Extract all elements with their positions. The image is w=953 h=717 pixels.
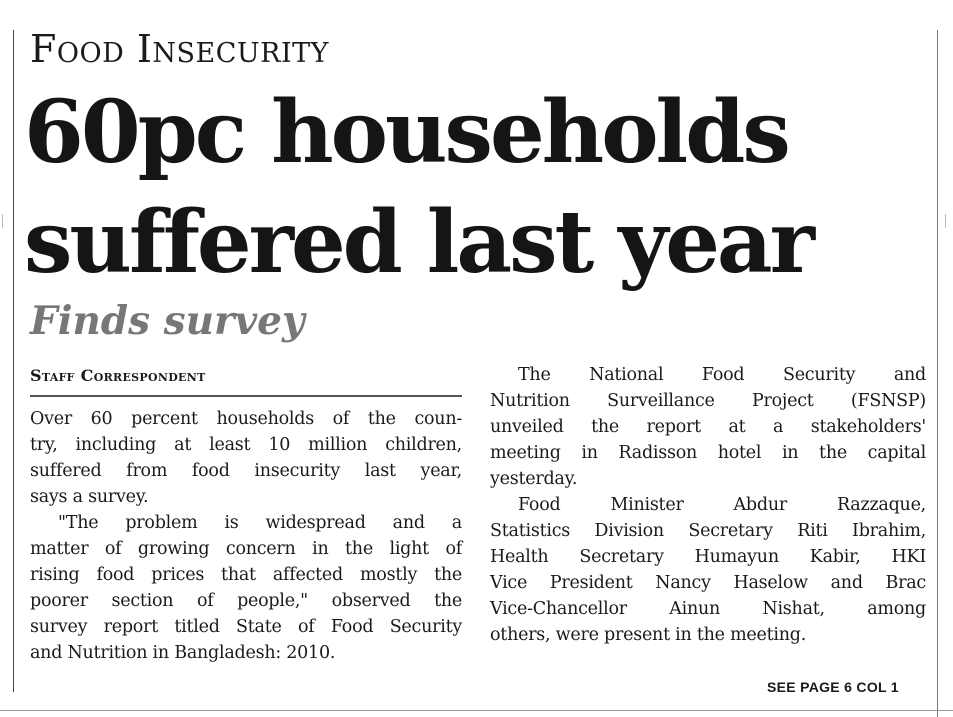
margin-mark <box>2 214 3 228</box>
body-line: The National Food Security and <box>518 365 926 385</box>
continued-jump-line: SEE PAGE 6 COL 1 <box>767 679 899 695</box>
byline: Staff Correspondent <box>30 366 206 385</box>
body-line: says a survey. <box>30 487 149 507</box>
byline-rule <box>30 395 462 397</box>
section-kicker: Food Insecurity <box>30 27 329 71</box>
body-line: "The problem is widespread and a <box>58 513 462 533</box>
body-line: Statistics Division Secretary Riti Ibrahim, <box>490 521 926 541</box>
body-line: unveiled the report at a stakeholders' <box>490 417 926 437</box>
body-line: try, including at least 10 million children, <box>30 435 462 455</box>
body-line: and Nutrition in Bangladesh: 2010. <box>30 643 336 663</box>
headline-line-1: 60pc households <box>24 82 788 183</box>
body-line: Vice-Chancellor Ainun Nishat, among <box>490 599 926 619</box>
body-line: Over 60 percent households of the coun- <box>30 409 462 429</box>
body-line: rising food prices that affected mostly the <box>30 565 462 585</box>
left-column-rule <box>13 30 14 692</box>
headline <box>24 78 924 298</box>
body-line: meeting in Radisson hotel in the capital <box>490 443 926 463</box>
body-line: Nutrition Surveillance Project (FSNSP) <box>490 391 926 411</box>
body-line: Food Minister Abdur Razzaque, <box>518 495 926 515</box>
body-line: matter of growing concern in the light of <box>30 539 462 559</box>
body-line: yesterday. <box>490 469 578 489</box>
body-line: Vice President Nancy Haselow and Brac <box>490 573 926 593</box>
headline-line-2: suffered last year <box>24 192 812 293</box>
body-line: others, were present in the meeting. <box>490 625 807 645</box>
bottom-rule <box>0 710 953 711</box>
body-column-right <box>490 362 926 648</box>
right-column-rule <box>937 30 938 717</box>
deck-subheadline: Finds survey <box>30 298 305 344</box>
body-column-left <box>30 406 462 666</box>
margin-mark <box>945 214 946 228</box>
body-line: suffered from food insecurity last year, <box>30 461 462 481</box>
body-line: Health Secretary Humayun Kabir, HKI <box>490 547 926 567</box>
body-line: poorer section of people," observed the <box>30 591 462 611</box>
body-line: survey report titled State of Food Security <box>30 617 462 637</box>
